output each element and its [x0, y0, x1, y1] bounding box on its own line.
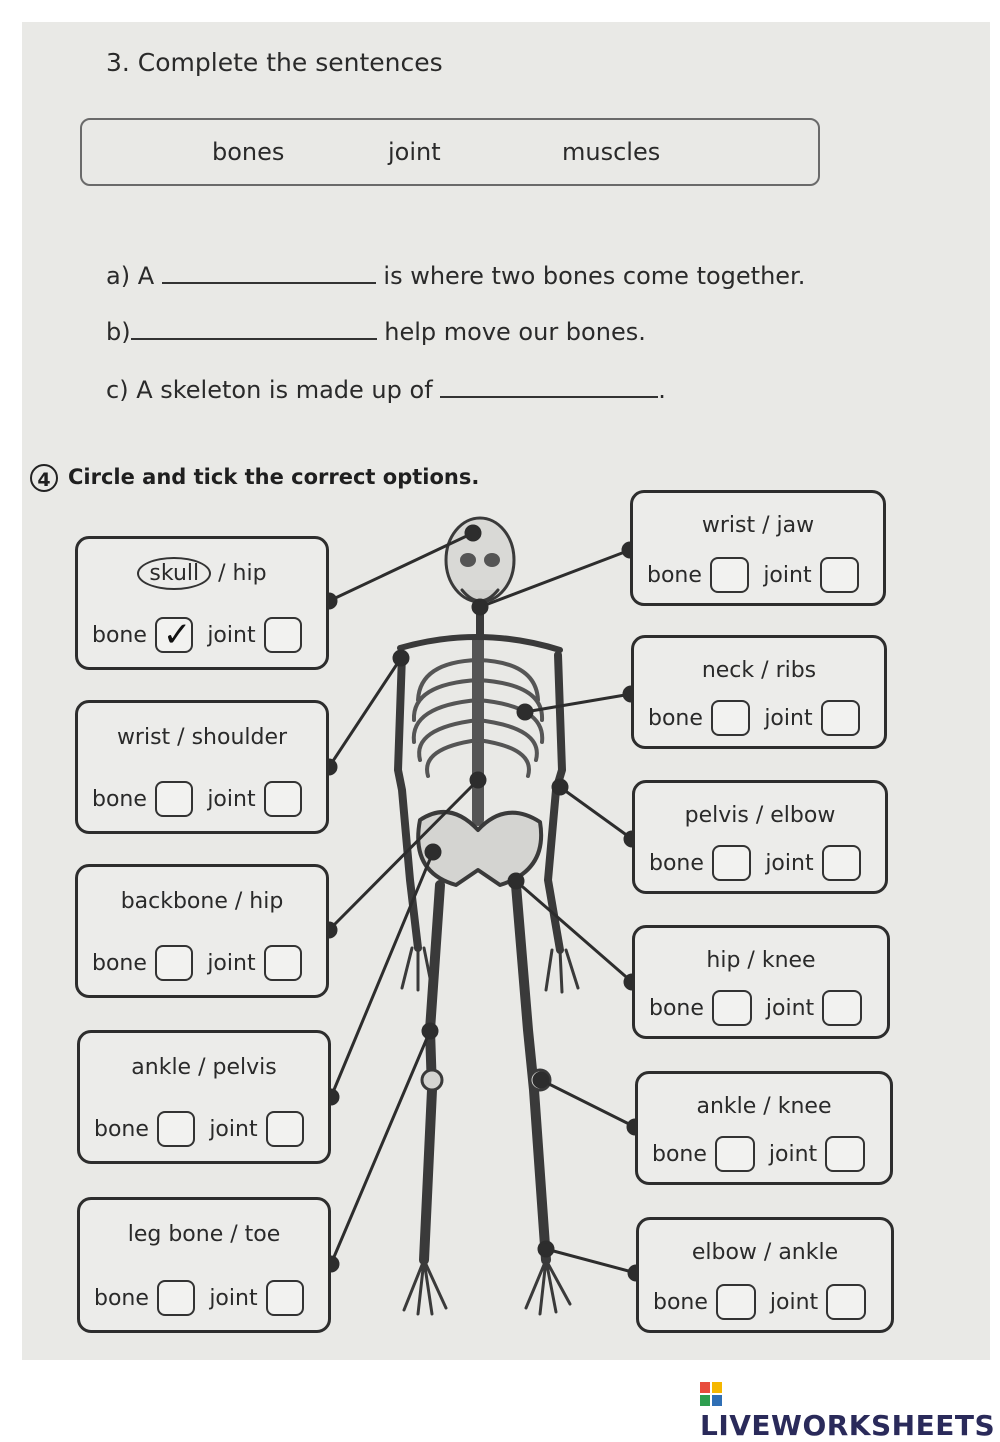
bone-checkbox[interactable]: [711, 700, 750, 736]
word-bank-item: joint: [388, 138, 441, 166]
liveworksheets-logo: [700, 1376, 1000, 1442]
box-options: backbone / hip: [120, 889, 284, 914]
joint-checkbox[interactable]: [264, 945, 302, 981]
option-2[interactable]: toe: [244, 1222, 281, 1247]
option-circled[interactable]: skull: [137, 557, 211, 590]
box-checkboxes: [648, 700, 874, 736]
bone-label: bone: [647, 562, 702, 588]
option-box-right-5: [635, 1071, 893, 1185]
box-options: skull / hip: [78, 561, 326, 586]
bone-label: bone: [649, 850, 704, 876]
box-options: pelvis / elbow: [684, 803, 836, 828]
bone-checkbox[interactable]: [712, 845, 751, 881]
option-2[interactable]: ankle: [778, 1240, 839, 1265]
bone-label: bone: [652, 1141, 707, 1167]
joint-checkbox[interactable]: [266, 1280, 304, 1316]
box-options: wrist / shoulder: [116, 725, 288, 750]
joint-label: joint: [209, 1285, 258, 1311]
box-options: ankle / knee: [696, 1094, 832, 1119]
joint-label: joint: [764, 705, 813, 731]
option-1[interactable]: ankle: [131, 1055, 192, 1080]
sentence-c-start: c) A skeleton is made up of: [106, 376, 433, 404]
joint-label: joint: [768, 1141, 818, 1167]
joint-checkbox[interactable]: [264, 617, 302, 653]
joint-label: joint: [765, 995, 815, 1021]
box-options: elbow / ankle: [691, 1240, 839, 1265]
joint-checkbox[interactable]: [266, 1111, 304, 1147]
section-4-instruction: Circle and tick the correct options.: [68, 465, 480, 489]
bone-checkbox[interactable]: [157, 1280, 195, 1316]
box-options: neck / ribs: [701, 658, 817, 683]
option-2[interactable]: knee: [777, 1094, 832, 1119]
bone-label: bone: [653, 1289, 708, 1315]
option-2[interactable]: hip: [232, 561, 267, 586]
joint-checkbox[interactable]: [822, 845, 861, 881]
joint-checkbox[interactable]: [826, 1284, 866, 1320]
option-box-left-1: [75, 536, 329, 670]
bone-checkbox[interactable]: [712, 990, 752, 1026]
option-box-left-4: [77, 1030, 331, 1164]
box-checkboxes: [92, 617, 316, 653]
sentence-a-start: a) A: [106, 262, 155, 290]
option-1[interactable]: wrist: [116, 725, 171, 750]
joint-label: joint: [769, 1289, 819, 1315]
bone-checkbox[interactable]: [157, 1111, 195, 1147]
option-2[interactable]: knee: [761, 948, 816, 973]
bone-checkbox[interactable]: [716, 1284, 756, 1320]
box-options: wrist / jaw: [701, 513, 815, 538]
option-box-left-3: [75, 864, 329, 998]
joint-label: joint: [207, 950, 256, 976]
box-checkboxes: [649, 845, 875, 881]
bone-checkbox[interactable]: [715, 1136, 755, 1172]
liveworksheets-brand: LIVEWORKSHEETS: [700, 1409, 996, 1442]
option-1[interactable]: elbow: [691, 1240, 757, 1265]
word-bank-item: bones: [212, 138, 285, 166]
bone-label: bone: [92, 950, 147, 976]
sentence-b-start: b): [106, 318, 131, 346]
joint-label: joint: [207, 622, 256, 648]
option-2[interactable]: hip: [249, 889, 284, 914]
option-1[interactable]: pelvis: [684, 803, 749, 828]
box-checkboxes: [92, 945, 316, 981]
option-1[interactable]: leg bone: [127, 1222, 224, 1247]
bone-checkbox[interactable]: [155, 945, 193, 981]
joint-label: joint: [207, 786, 256, 812]
option-box-left-2: [75, 700, 329, 834]
joint-checkbox[interactable]: [820, 557, 859, 593]
box-options: leg bone / toe: [127, 1222, 281, 1247]
joint-checkbox[interactable]: [821, 700, 860, 736]
bone-label: bone: [648, 705, 703, 731]
joint-checkbox[interactable]: [822, 990, 862, 1026]
joint-checkbox[interactable]: [825, 1136, 865, 1172]
bone-checkbox[interactable]: [155, 617, 193, 653]
option-1[interactable]: wrist: [701, 513, 756, 538]
liveworksheets-logo-icon: [700, 1382, 722, 1406]
bone-label: bone: [94, 1116, 149, 1142]
joint-label: joint: [763, 562, 812, 588]
bone-checkbox[interactable]: [155, 781, 193, 817]
bone-label: bone: [94, 1285, 149, 1311]
option-1[interactable]: backbone: [120, 889, 228, 914]
joint-checkbox[interactable]: [264, 781, 302, 817]
option-box-right-1: [630, 490, 886, 606]
bone-label: bone: [649, 995, 704, 1021]
box-checkboxes: [647, 557, 873, 593]
box-options: hip / knee: [706, 948, 816, 973]
option-box-right-3: [632, 780, 888, 894]
option-2[interactable]: pelvis: [212, 1055, 277, 1080]
option-box-right-4: [632, 925, 890, 1039]
box-options: ankle / pelvis: [131, 1055, 277, 1080]
bone-label: bone: [92, 622, 147, 648]
option-2[interactable]: jaw: [776, 513, 815, 538]
joint-label: joint: [209, 1116, 258, 1142]
option-1[interactable]: neck: [701, 658, 755, 683]
box-checkboxes: [92, 781, 316, 817]
word-bank-item: muscles: [562, 138, 661, 166]
box-checkboxes: [94, 1280, 318, 1316]
option-box-right-2: [631, 635, 887, 749]
bone-checkbox[interactable]: [710, 557, 749, 593]
option-1[interactable]: hip: [706, 948, 741, 973]
box-checkboxes: [649, 990, 877, 1026]
box-checkboxes: [653, 1284, 881, 1320]
option-1[interactable]: ankle: [696, 1094, 757, 1119]
bone-label: bone: [92, 786, 147, 812]
option-2[interactable]: elbow: [770, 803, 836, 828]
option-box-right-6: [636, 1217, 894, 1333]
sentence-a-end: is where two bones come together.: [383, 262, 806, 290]
section-3-title: 3. Complete the sentences: [106, 48, 443, 77]
option-box-left-5: [77, 1197, 331, 1333]
option-2[interactable]: shoulder: [191, 725, 288, 750]
sentence-b-end: help move our bones.: [384, 318, 646, 346]
sentence-c-end: .: [658, 376, 666, 404]
option-2[interactable]: ribs: [775, 658, 817, 683]
section-4-number: 4: [30, 464, 58, 492]
box-checkboxes: [652, 1136, 880, 1172]
joint-label: joint: [765, 850, 814, 876]
box-checkboxes: [94, 1111, 318, 1147]
